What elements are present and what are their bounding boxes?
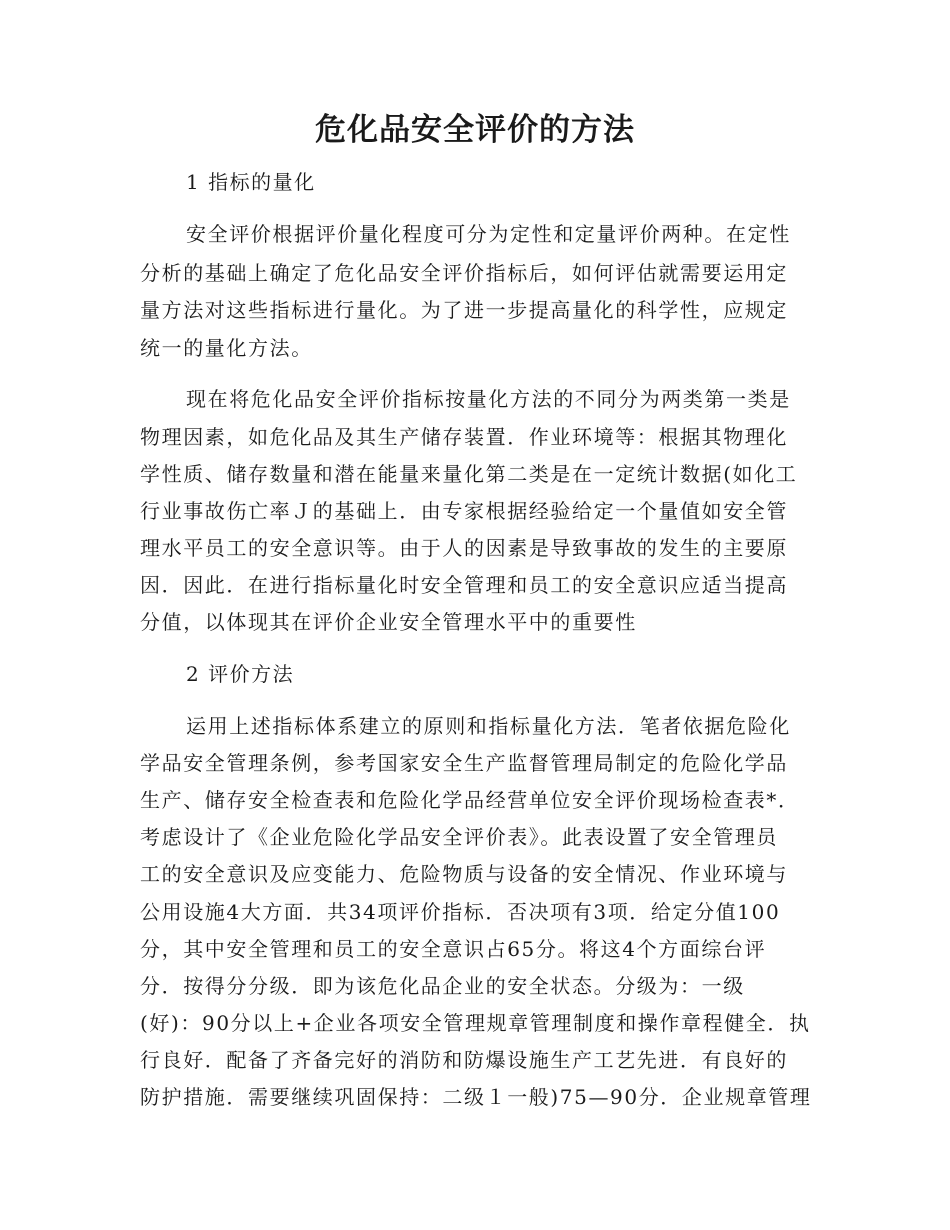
paragraph-line: 公用设施4大方面．共34项评价指标．否决项有3项．给定分值100 (140, 900, 781, 924)
paragraph-line: 行业事故伤亡率Ｊ的基础上．由专家根据经验给定一个量值如安全管 (140, 499, 788, 523)
paragraph-line: (好)：90分以上+企业各项安全管理规章管理制度和操作章程健全．执 (140, 1011, 811, 1035)
paragraph-line: 考虑设计了《企业危险化学品安全评价表》。此表设置了安全管理员 (140, 825, 778, 849)
section-heading: 2 评价方法 (186, 662, 295, 686)
paragraph-line: 防护措施．需要继续巩固保持：二级１一般)75—90分．企业规章管理 (140, 1085, 812, 1109)
paragraph-line: 因．因此．在进行指标量化时安全管理和员工的安全意识应适当提高 (140, 573, 788, 597)
paragraph-line: 分．按得分分级．即为该危化品企业的安全状态。分级为：一级 (140, 974, 745, 998)
paragraph-line: 学品安全管理条例，参考国家安全生产监督管理局制定的危险化学品 (140, 751, 788, 775)
document-title: 危化品安全评价的方法 (315, 112, 635, 148)
paragraph-line: 统一的量化方法。 (140, 336, 313, 360)
section-heading: 1 指标的量化 (186, 170, 316, 194)
paragraph-line: 分析的基础上确定了危化品安全评价指标后，如何评估就需要运用定 (140, 261, 788, 285)
paragraph-line: 工的安全意识及应变能力、危险物质与设备的安全情况、作业环境与 (140, 862, 788, 886)
paragraph-line: 分，其中安全管理和员工的安全意识占65分。将这4个方面综台评 (140, 937, 767, 961)
paragraph-line: 学性质、储存数量和潜在能量来量化第二类是在一定统计数据(如化工 (140, 462, 798, 486)
paragraph-line: 物理因素，如危化品及其生产储存装置．作业环境等：根据其物理化 (140, 425, 788, 449)
paragraph-line: 安全评价根据评价量化程度可分为定性和定量评价两种。在定性 (186, 222, 791, 246)
paragraph-line: 分值，以体现其在评价企业安全管理水平中的重要性 (140, 610, 637, 634)
paragraph-line: 现在将危化品安全评价指标按量化方法的不同分为两类第一类是 (186, 387, 791, 411)
paragraph-line: 行良好．配备了齐备完好的消防和防爆设施生产工艺先进．有良好的 (140, 1048, 788, 1072)
paragraph-line: 量方法对这些指标进行量化。为了进一步提高量化的科学性，应规定 (140, 298, 788, 322)
paragraph-line: 生产、储存安全检查表和危险化学品经营单位安全评价现场检查表*． (140, 788, 800, 812)
paragraph-line: 理水平员工的安全意识等。由于人的因素是导致事故的发生的主要原 (140, 536, 788, 560)
paragraph-line: 运用上述指标体系建立的原则和指标量化方法．笔者依据危险化 (186, 714, 791, 738)
